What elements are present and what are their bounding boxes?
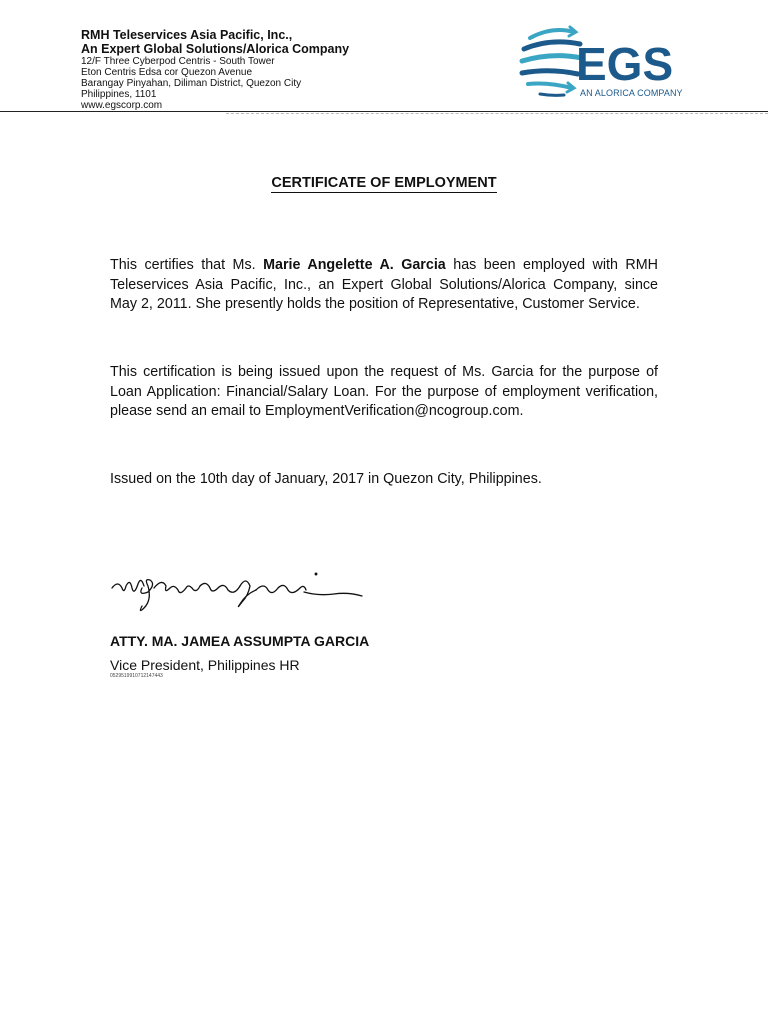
header-divider-secondary xyxy=(226,113,768,114)
logo-wordmark: EGS xyxy=(576,38,674,90)
address-line: 12/F Three Cyberpod Centris - South Tower xyxy=(81,56,275,67)
signatory-name: ATTY. MA. JAMEA ASSUMPTA GARCIA xyxy=(110,633,370,649)
company-subtitle: An Expert Global Solutions/Alorica Company xyxy=(81,42,350,56)
handwritten-signature xyxy=(108,566,370,630)
address-line: Eton Centris Edsa cor Quezon Avenue xyxy=(81,67,253,78)
company-name: RMH Teleservices Asia Pacific, Inc., xyxy=(81,28,293,42)
paragraph-purpose: This certification is being issued upon the request of Ms. Garcia for the purpose of Loan Application: Financial/Salary Loan. For the purpose of employment verification, please send an email to EmploymentVerification@ncogroup.com. xyxy=(110,364,658,419)
paragraph-issued: Issued on the 10th day of January, 2017 in Quezon City, Philippines. xyxy=(110,471,542,487)
address-line: Philippines, 1101 xyxy=(81,89,157,100)
letterhead xyxy=(81,28,411,111)
employee-name: Marie Angelette A. Garcia xyxy=(263,257,446,273)
paragraph-text: This certifies that Ms. xyxy=(110,257,264,273)
address-line: Barangay Pinyahan, Diliman District, Quezon City xyxy=(81,78,302,89)
signatory-title: Vice President, Philippines HR xyxy=(110,657,300,673)
paragraph-employment xyxy=(110,256,658,315)
document-code: 052951991071214​7443 xyxy=(110,673,163,679)
header-divider xyxy=(0,111,768,112)
logo-tagline: AN ALORICA COMPANY xyxy=(580,88,683,98)
company-website: www.egscorp.com xyxy=(81,100,163,111)
paragraph-text: has been employed with RMH Teleservices Asia Pacific, Inc., an Expert Global Solutions/Alorica Company, since May 2, 2011. She presently holds the position of Representative, Customer Service. xyxy=(110,257,658,312)
globe-arrows-icon xyxy=(522,27,582,95)
document-title-text: CERTIFICATE OF EMPLOYMENT xyxy=(271,175,497,191)
document-title xyxy=(0,174,768,192)
